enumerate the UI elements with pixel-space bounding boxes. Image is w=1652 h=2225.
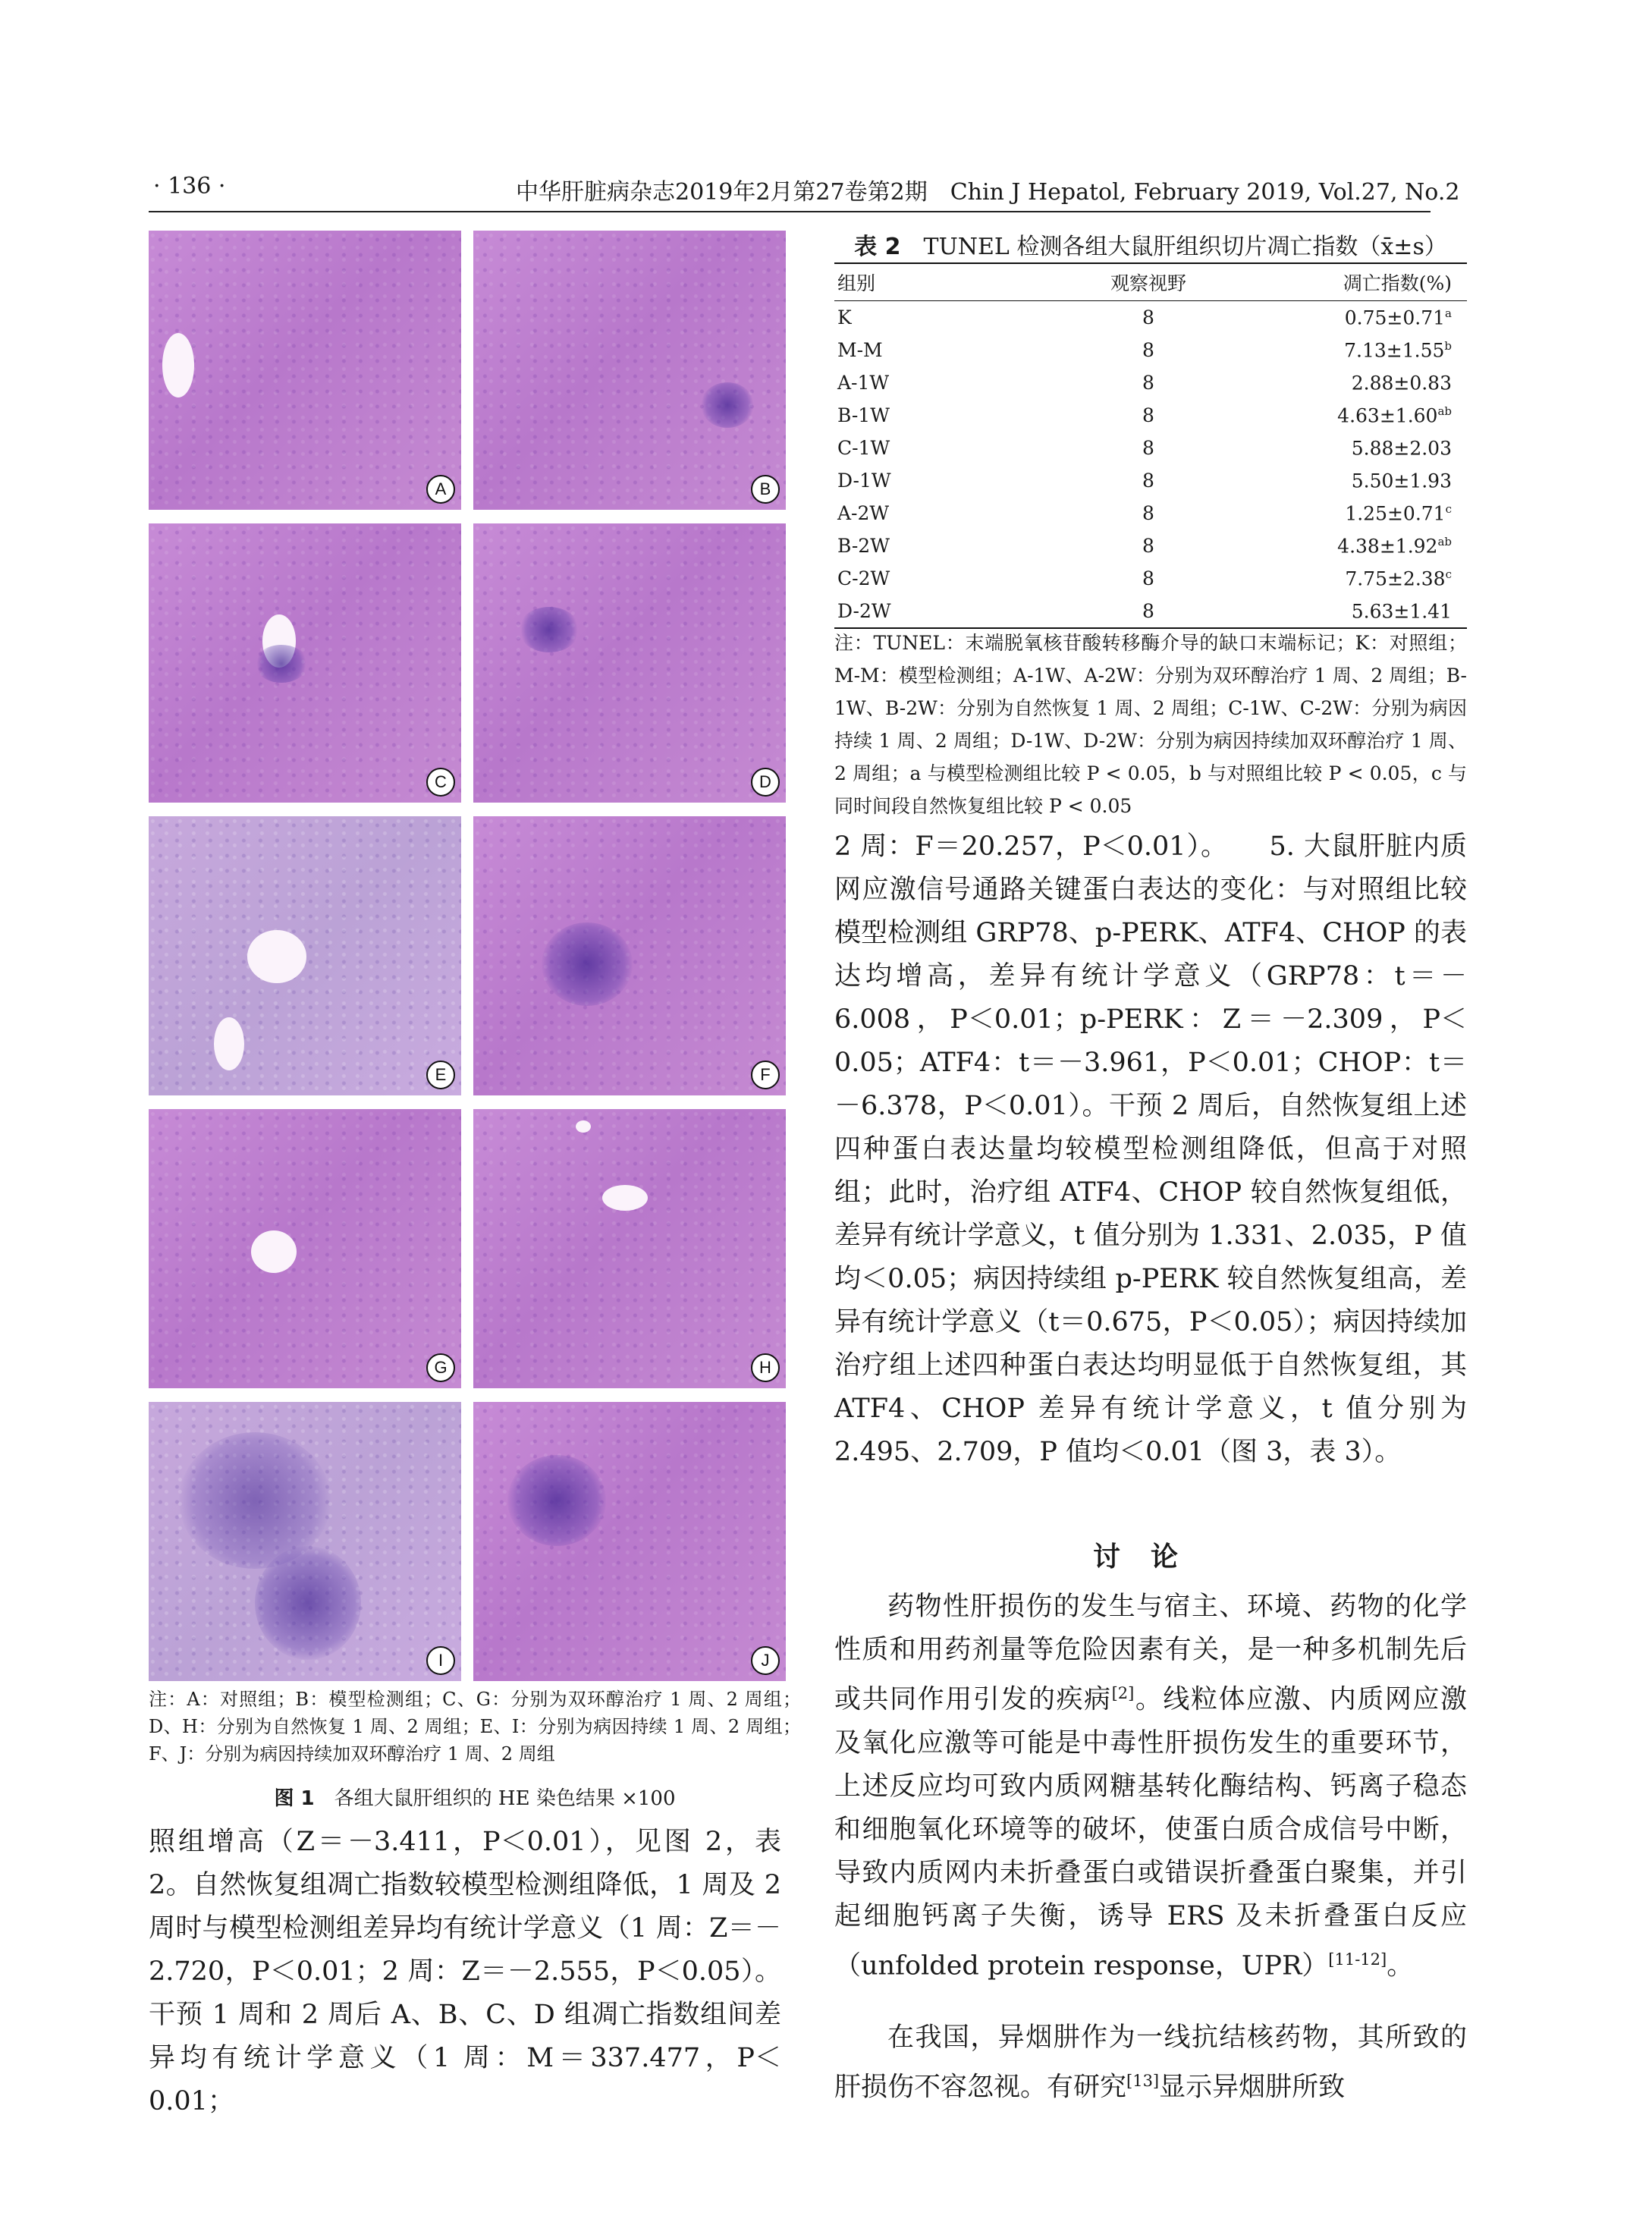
table-row xyxy=(834,301,1467,335)
cell-apoptosis-index xyxy=(1274,497,1467,530)
micrograph-panel-e xyxy=(149,816,461,1095)
cell-value: 7.75±2.38 xyxy=(1345,567,1446,590)
cell-group: C-2W xyxy=(837,567,890,589)
cell-significance-mark: b xyxy=(1444,338,1452,353)
cell-value: 7.13±1.55 xyxy=(1344,339,1445,362)
cell-apoptosis-index xyxy=(1274,399,1467,432)
cell-significance-mark: c xyxy=(1445,501,1452,516)
panel-label-h: H xyxy=(751,1353,780,1382)
cell-group: C-1W xyxy=(837,437,890,459)
header-rule xyxy=(149,211,1431,212)
cell-value: 5.50±1.93 xyxy=(1351,470,1452,492)
cell-group: A-2W xyxy=(837,502,890,524)
cell-fields: 8 xyxy=(1142,372,1154,394)
micrograph-panel-a xyxy=(149,231,461,510)
panel-label-c: C xyxy=(426,768,455,797)
cell-apoptosis-index xyxy=(1274,432,1467,464)
table-row xyxy=(834,366,1467,399)
cell-apoptosis-index xyxy=(1274,530,1467,562)
cell-value: 0.75±0.71 xyxy=(1344,306,1446,329)
cell-fields: 8 xyxy=(1142,437,1154,459)
figure-caption-label: 图 1 xyxy=(274,1787,315,1810)
table-note: 注：TUNEL：末端脱氧核苷酸转移酶介导的缺口末端标记；K：对照组；M-M：模型检测组；A-1W、A-2W：分别为双环醇治疗 1 周、2 周组；B-1W、B-2W：分别为自然恢复 1 周、2 周组；C-1W、C-2W：分别为病因持续 1 周、2 周组；D-1W、D-2W：分别为病因持续加双环醇治疗 1 周、2 周组；a 与模型检测组比较 P < 0.05，b 与对照组比较 P < 0.05，c 与同时间段自然恢复组比较 P < 0.05 xyxy=(834,632,1467,817)
table-row xyxy=(834,399,1467,432)
paragraph-3-text: 在我国，异烟肼作为一线抗结核药物，其所致的肝损伤不容忽视。有研究 xyxy=(834,2022,1467,2103)
figure-note: 注：A：对照组；B：模型检测组；C、G：分别为双环醇治疗 1 周、2 周组；D、H：分别为自然恢复 1 周、2 周组；E、I：分别为病因持续 1 周、2 周组；F、J：分别为病因持续加双环醇治疗 1 周、2 周组 xyxy=(149,1689,801,1765)
cell-group: B-2W xyxy=(837,535,890,557)
cell-group: B-1W xyxy=(837,404,890,426)
cell-fields: 8 xyxy=(1142,339,1154,361)
micrograph-panel-j xyxy=(473,1402,786,1681)
right-column-paragraph-2 xyxy=(834,1585,1467,1988)
cell-fields: 8 xyxy=(1142,567,1154,589)
table-row xyxy=(834,432,1467,464)
cell-value: 5.88±2.03 xyxy=(1351,437,1452,460)
cell-apoptosis-index xyxy=(1274,301,1467,335)
panel-label-e: E xyxy=(426,1061,455,1089)
right-column-paragraph-1: 2 周：F＝20.257，P＜0.01）。 5. 大鼠肝脏内质网应激信号通路关键蛋白表达的变化：与对照组比较模型检测组 GRP78、p-PERK、ATF4、CHOP 的表达均增高，差异有统计学意义（GRP78：t＝－6.008，P＜0.01；p-PERK：Z＝－2.309，P＜0.05；ATF4：t＝－3.961，P＜0.01；CHOP：t＝－6.378，P＜0.01）。干预 2 周后，自然恢复组上述四种蛋白表达量均较模型检测组降低，但高于对照组；此时，治疗组 ATF4、CHOP 较自然恢复组低，差异有统计学意义，t 值分别为 1.331、2.035，P 值均＜0.05；病因持续组 p-PERK 较自然恢复组高，差异有统计学意义（t＝0.675，P＜0.05）；病因持续加治疗组上述四种蛋白表达均明显低于自然恢复组，其 ATF4、CHOP 差异有统计学意义，t 值分别为 2.495、2.709，P 值均＜0.01（图 3，表 3）。 xyxy=(834,831,1467,1467)
cell-apoptosis-index xyxy=(1274,366,1467,399)
micrograph-panel-c xyxy=(149,523,461,803)
citation-13: [13] xyxy=(1126,2072,1160,2090)
table-title-text: TUNEL 检测各组大鼠肝组织切片凋亡指数（x̄±s） xyxy=(923,234,1447,260)
panel-label-g: G xyxy=(426,1353,455,1382)
figure-caption-text: 各组大鼠肝组织的 HE 染色结果 ×100 xyxy=(334,1787,676,1810)
panel-label-f: F xyxy=(751,1061,780,1089)
cell-group: D-2W xyxy=(834,595,1022,628)
cell-fields: 8 xyxy=(1142,470,1154,492)
paragraph-2b-text: 。线粒体应激、内质网应激及氧化应激等可能是中毒性肝损伤发生的重要环节，上述反应均可致内质网糖基转化酶结构、钙离子稳态和细胞氧化环境等的破坏，使蛋白质合成信号中断，导致内质网内未折叠蛋白或错误折叠蛋白聚集，并引起细胞钙离子失衡，诱导 ERS 及未折叠蛋白反应（unfolded protein response，UPR） xyxy=(834,1684,1467,1981)
paragraph-2c-text: 。 xyxy=(1387,1950,1414,1981)
col-header-apoptosis-index: 凋亡指数(%) xyxy=(1274,263,1467,301)
table-title xyxy=(834,228,1467,261)
cell-significance-mark: c xyxy=(1445,567,1452,581)
citation-2: [2] xyxy=(1111,1684,1135,1702)
figure-caption xyxy=(149,1783,801,1811)
tunel-table xyxy=(834,262,1467,629)
table-header-row xyxy=(834,263,1467,301)
cell-fields: 8 xyxy=(1142,535,1154,557)
cell-significance-mark: ab xyxy=(1437,404,1452,418)
cell-fields: 8 xyxy=(1142,502,1154,524)
cell-group: M-M xyxy=(837,339,883,361)
cell-apoptosis-index xyxy=(1274,464,1467,497)
cell-apoptosis-index xyxy=(1274,334,1467,366)
page-number: · 136 · xyxy=(153,173,226,200)
cell-value: 4.63±1.60 xyxy=(1337,404,1438,427)
panel-label-a: A xyxy=(426,475,455,504)
right-column-paragraph-3 xyxy=(834,2016,1467,2110)
cell-value: 1.25±0.71 xyxy=(1345,502,1446,525)
table-row xyxy=(834,562,1467,595)
col-header-fields: 观察视野 xyxy=(1022,263,1274,301)
cell-value: 5.63±1.41 xyxy=(1351,600,1452,623)
cell-apoptosis-index xyxy=(1274,595,1467,628)
panel-label-b: B xyxy=(751,475,780,504)
cell-significance-mark: a xyxy=(1445,306,1452,320)
panel-label-i: I xyxy=(426,1646,455,1675)
cell-value: 2.88±0.83 xyxy=(1351,372,1452,394)
panel-label-j: J xyxy=(751,1646,780,1675)
col-header-group: 组别 xyxy=(834,263,1022,301)
table-row xyxy=(834,464,1467,497)
cell-fields: 8 xyxy=(1022,595,1274,628)
discussion-heading: 讨论 xyxy=(1092,1541,1208,1573)
table-row xyxy=(834,497,1467,530)
cell-group: A-1W xyxy=(837,372,890,394)
table-row xyxy=(834,595,1467,628)
cell-group: D-1W xyxy=(837,470,891,492)
cell-apoptosis-index xyxy=(1274,562,1467,595)
left-column-paragraph: 照组增高（Z＝－3.411，P＜0.01），见图 2，表 2。自然恢复组凋亡指数较模型检测组降低，1 周及 2 周时与模型检测组差异均有统计学意义（1 周：Z＝－2.720，P＜0.01；2 周：Z＝－2.555，P＜0.05）。干预 1 周和 2 周后 A、B、C、D 组凋亡指数组间差异均有统计学意义（1 周：M＝337.477，P＜0.01； xyxy=(149,1827,781,2117)
micrograph-panel-i xyxy=(149,1402,461,1681)
cell-fields: 8 xyxy=(1142,404,1154,426)
cell-group: K xyxy=(837,306,852,328)
table-row xyxy=(834,530,1467,562)
micrograph-panel-f xyxy=(473,816,786,1095)
micrograph-panel-d xyxy=(473,523,786,803)
cell-significance-mark: ab xyxy=(1437,534,1452,548)
panel-label-d: D xyxy=(751,768,780,797)
micrograph-panel-g xyxy=(149,1109,461,1388)
table-label: 表 2 xyxy=(854,234,901,260)
citation-11-12: [11-12] xyxy=(1328,1950,1387,1969)
paragraph-3b-text: 显示异烟肼所致 xyxy=(1159,2072,1346,2103)
running-head: 中华肝脏病杂志2019年2月第27卷第2期 Chin J Hepatol, February 2019, Vol.27, No.2 xyxy=(516,179,1460,206)
cell-fields: 8 xyxy=(1142,306,1154,328)
micrograph-panel-b xyxy=(473,231,786,510)
table-row xyxy=(834,334,1467,366)
paragraph-2-text: 药物性肝损伤的发生与宿主、环境、药物的化学性质和用药剂量等危险因素有关，是一种多机制先后或共同作用引发的疾病 xyxy=(834,1592,1467,1715)
micrograph-panel-h xyxy=(473,1109,786,1388)
cell-value: 4.38±1.92 xyxy=(1337,535,1438,558)
